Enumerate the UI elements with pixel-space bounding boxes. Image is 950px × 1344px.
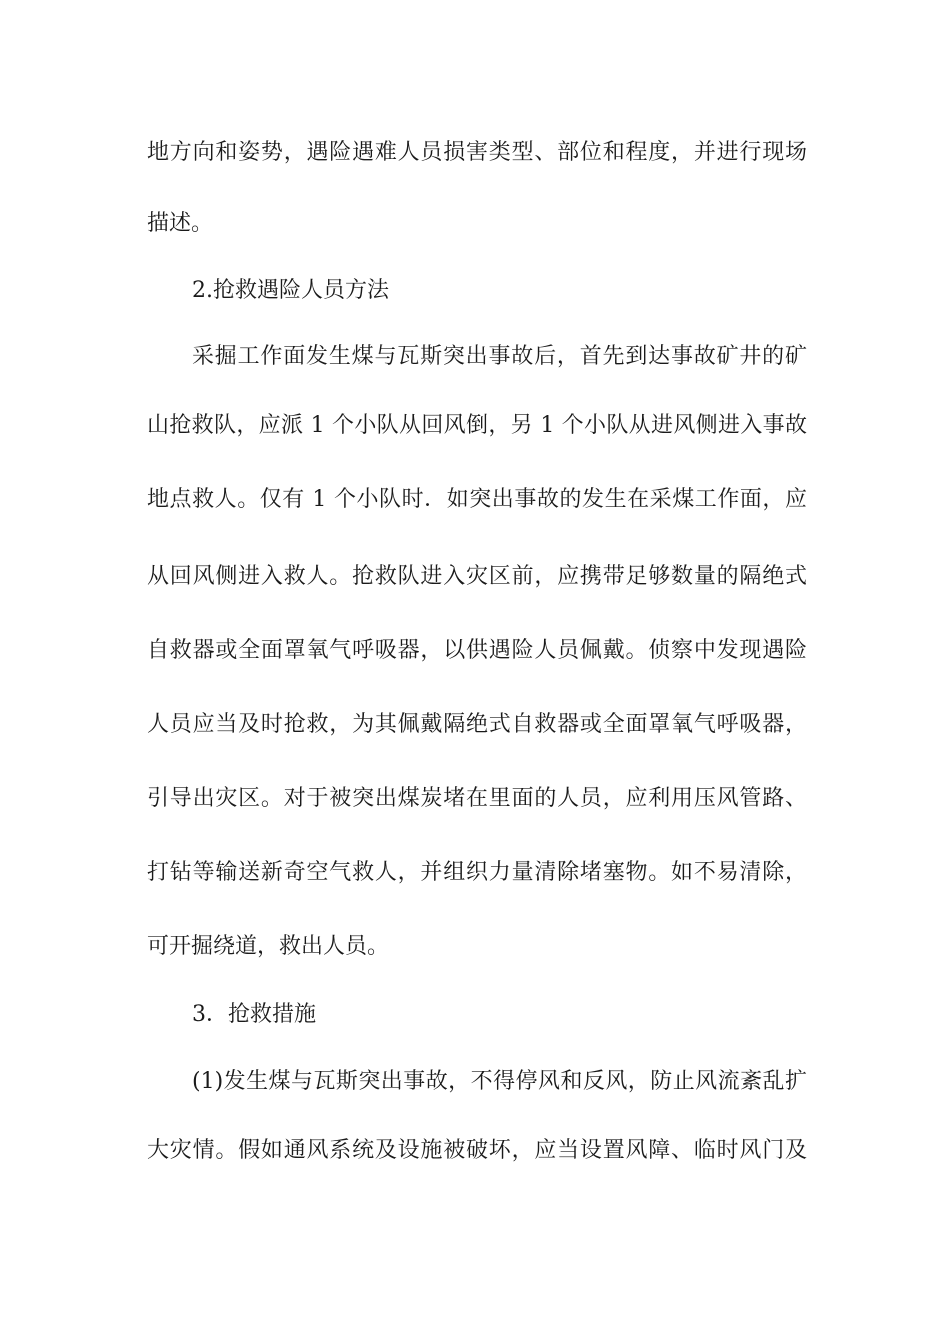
paragraph-line: 人员应当及时抢救，为其佩戴隔绝式自救器或全面罩氧气呼吸器， <box>147 712 807 737</box>
paragraph-line: 打钻等输送新奇空气救人，并组织力量清除堵塞物。如不易清除， <box>147 860 807 885</box>
paragraph-line: 描述。 <box>147 211 214 236</box>
paragraph-line: 采掘工作面发生煤与瓦斯突出事故后，首先到达事故矿井的矿 <box>192 344 807 369</box>
section-heading: 2.抢救遇险人员方法 <box>192 278 389 303</box>
paragraph-line: 大灾情。假如通风系统及设施被破坏，应当设置风障、临时风门及 <box>147 1138 807 1163</box>
paragraph-line: 自救器或全面罩氧气呼吸器，以供遇险人员佩戴。侦察中发现遇险 <box>147 638 807 663</box>
paragraph-line: 地方向和姿势，遇险遇难人员损害类型、部位和程度，并进行现场 <box>147 140 807 165</box>
paragraph-line: (1)发生煤与瓦斯突出事故，不得停风和反风，防止风流紊乱扩 <box>192 1069 807 1094</box>
paragraph-line: 可开掘绕道，救出人员。 <box>147 934 390 959</box>
paragraph-line: 引导出灾区。对于被突出煤炭堵在里面的人员，应利用压风管路、 <box>147 786 807 811</box>
section-heading: 3．抢救措施 <box>192 1002 316 1027</box>
paragraph-line: 地点救人。仅有 1 个小队时．如突出事故的发生在采煤工作面，应 <box>147 487 807 512</box>
paragraph-line: 山抢救队，应派 1 个小队从回风倒，另 1 个小队从进风侧进入事故 <box>147 413 807 438</box>
paragraph-line: 从回风侧进入救人。抢救队进入灾区前，应携带足够数量的隔绝式 <box>147 564 807 589</box>
